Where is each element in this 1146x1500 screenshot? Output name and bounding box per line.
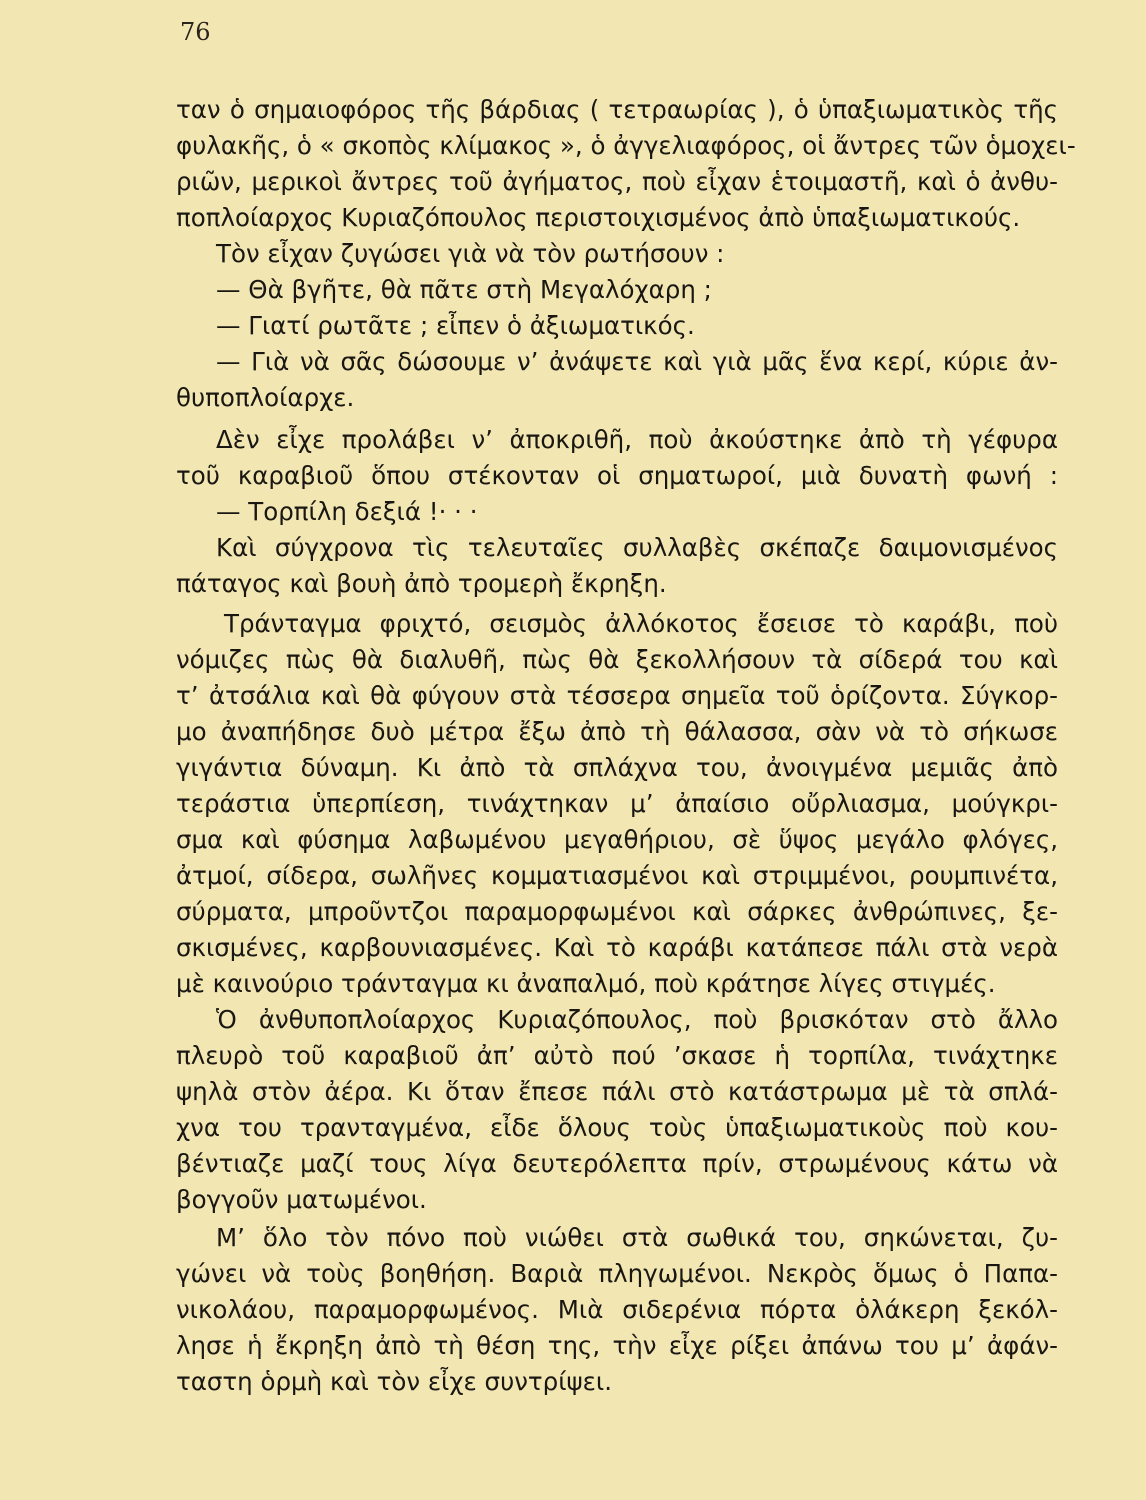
- text-line: ἀτμοί, σίδερα, σωλῆνες κομματιασμένοι καὶ στριμμένοι, ρουμπινέτα,: [176, 861, 1058, 890]
- text-line: ποπλοίαρχος Κυριαζόπουλος περιστοιχισμένος ἀπὸ ὑπαξιωματικούς.: [176, 203, 1021, 232]
- text-line: πάταγος καὶ βουὴ ἀπὸ τρομερὴ ἔκρηξη.: [176, 569, 667, 598]
- text-line: νόμιζες πὼς θὰ διαλυθῆ, πὼς θὰ ξεκολλήσουν τὰ σίδερά του καὶ: [176, 645, 1058, 674]
- text-line: Ὁ ἀνθυποπλοίαρχος Κυριαζόπουλος, ποὺ βρισκόταν στὸ ἄλλο: [216, 1005, 1058, 1034]
- text-line: νικολάου, παραμορφωμένος. Μιὰ σιδερένια πόρτα ὁλάκερη ξεκόλ-: [176, 1295, 1058, 1324]
- dialogue-line: — Γιὰ νὰ σᾶς δώσουμε ν’ ἀνάψετε καὶ γιὰ μᾶς ἕνα κερί, κύριε ἀν-: [216, 347, 1058, 376]
- text-line: θυποπλοίαρχε.: [176, 383, 355, 412]
- text-line: μὲ καινούριο τράνταγμα κι ἀναπαλμό, ποὺ κράτησε λίγες στιγμές.: [176, 969, 996, 998]
- text-line: σύρματα, μπροῦντζοι παραμορφωμένοι καὶ σάρκες ἀνθρώπινες, ξε-: [176, 897, 1058, 926]
- text-line: Τράνταγμα φριχτό, σεισμὸς ἀλλόκοτος ἔσεισε τὸ καράβι, ποὺ: [224, 609, 1058, 638]
- text-line: λησε ἡ ἔκρηξη ἀπὸ τὴ θέση της, τὴν εἶχε ρίξει ἀπάνω του μ’ ἀφάν-: [176, 1331, 1058, 1360]
- text-line: ψηλὰ στὸν ἀέρα. Κι ὅταν ἔπεσε πάλι στὸ κατάστρωμα μὲ τὰ σπλά-: [176, 1077, 1058, 1106]
- text-line: Τὸν εἶχαν ζυγώσει γιὰ νὰ τὸν ρωτήσουν :: [216, 239, 725, 268]
- text-line: μο ἀναπήδησε δυὸ μέτρα ἔξω ἀπὸ τὴ θάλασσα, σὰν νὰ τὸ σήκωσε: [176, 717, 1058, 746]
- text-line: Δὲν εἶχε προλάβει ν’ ἀποκριθῆ, ποὺ ἀκούστηκε ἀπὸ τὴ γέφυρα: [216, 425, 1058, 454]
- text-line: τεράστια ὑπερπίεση, τινάχτηκαν μ’ ἀπαίσιο οὔρλιασμα, μούγκρι-: [176, 789, 1058, 818]
- text-line: σκισμένες, καρβουνιασμένες. Καὶ τὸ καράβι κατάπεσε πάλι στὰ νερὰ: [176, 933, 1058, 962]
- page-number: 76: [180, 18, 211, 46]
- text-line: πλευρὸ τοῦ καραβιοῦ ἀπ’ αὐτὸ πού ’σκασε ἡ τορπίλα, τινάχτηκε: [176, 1041, 1058, 1070]
- text-line: τ’ ἀτσάλια καὶ θὰ φύγουν στὰ τέσσερα σημεῖα τοῦ ὁρίζοντα. Σύγκορ-: [176, 681, 1058, 710]
- text-line: ταστη ὁρμὴ καὶ τὸν εἶχε συντρίψει.: [176, 1367, 612, 1396]
- text-line: ριῶν, μερικοὶ ἄντρες τοῦ ἀγήματος, ποὺ εἶχαν ἑτοιμαστῆ, καὶ ὁ ἀνθυ-: [176, 167, 1058, 196]
- text-line: γιγάντια δύναμη. Κι ἀπὸ τὰ σπλάχνα του, ἀνοιγμένα μεμιᾶς ἀπὸ: [176, 753, 1058, 782]
- text-line: τοῦ καραβιοῦ ὅπου στέκονταν οἱ σηματωροί, μιὰ δυνατὴ φωνή :: [176, 461, 1058, 490]
- text-line: βογγοῦν ματωμένοι.: [176, 1185, 427, 1214]
- dialogue-line: — Θὰ βγῆτε, θὰ πᾶτε στὴ Μεγαλόχαρη ;: [216, 275, 712, 304]
- dialogue-line: — Τορπίλη δεξιά !· · ·: [216, 497, 478, 526]
- text-line: βέντιαζε μαζί τους λίγα δευτερόλεπτα πρίν, στρωμένους κάτω νὰ: [176, 1149, 1058, 1178]
- dialogue-line: — Γιατί ρωτᾶτε ; εἶπεν ὁ ἀξιωματικός.: [216, 311, 695, 340]
- text-line: σμα καὶ φύσημα λαβωμένου μεγαθήριου, σὲ ὕψος μεγάλο φλόγες,: [176, 825, 1058, 854]
- text-line: Μ’ ὅλο τὸν πόνο ποὺ νιώθει στὰ σωθικά του, σηκώνεται, ζυ-: [216, 1223, 1058, 1252]
- text-line: φυλακῆς, ὁ « σκοπὸς κλίμακος », ὁ ἀγγελιαφόρος, οἱ ἄντρες τῶν ὁμοχει-: [176, 131, 1076, 160]
- text-line: γώνει νὰ τοὺς βοηθήση. Βαριὰ πληγωμένοι. Νεκρὸς ὅμως ὁ Παπα-: [176, 1259, 1058, 1288]
- text-line: Καὶ σύγχρονα τὶς τελευταῖες συλλαβὲς σκέπαζε δαιμονισμένος: [216, 533, 1058, 562]
- text-line: χνα του τρανταγμένα, εἶδε ὅλους τοὺς ὑπαξιωματικοὺς ποὺ κου-: [176, 1113, 1058, 1142]
- text-line: ταν ὁ σημαιοφόρος τῆς βάρδιας ( τετραωρίας ), ὁ ὑπαξιωματικὸς τῆς: [176, 95, 1058, 124]
